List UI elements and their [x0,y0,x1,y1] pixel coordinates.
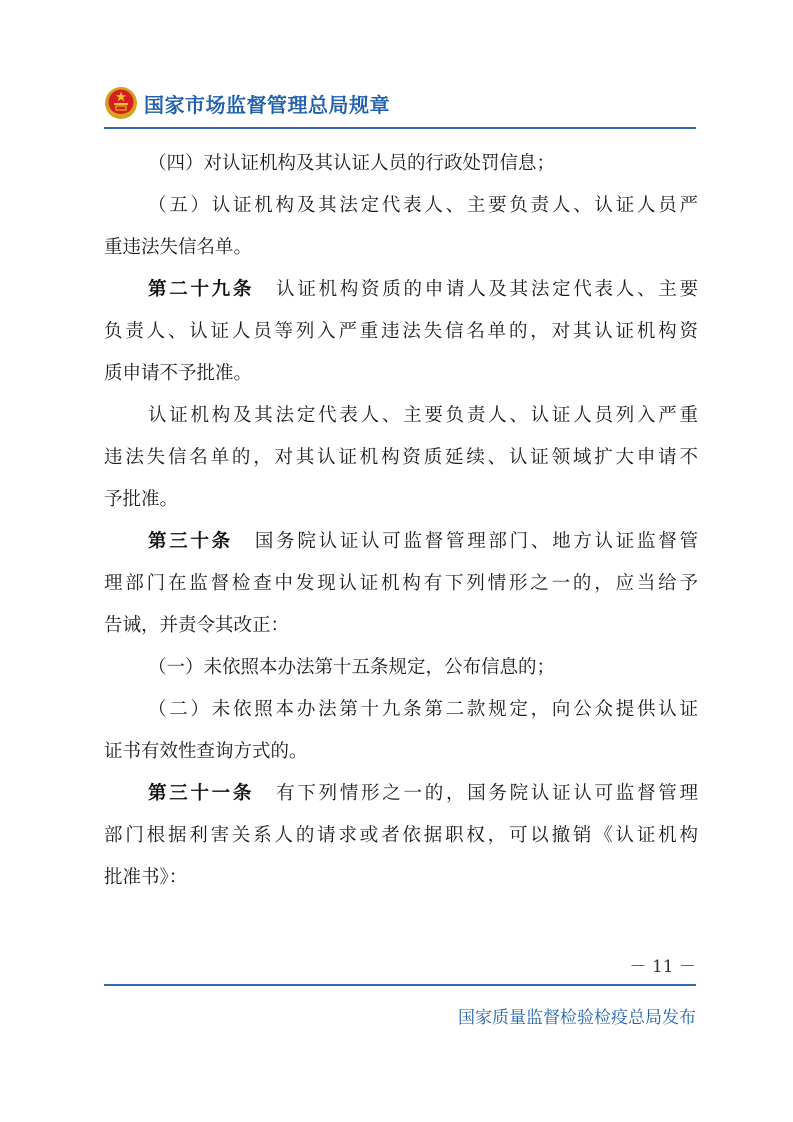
article-29-text: 认证机构资质的申请人及其法定代表人、主要 [276,279,698,300]
article-30-text: 国务院认证认可监督管理部门、地方认证监督管 [254,531,698,552]
paragraph-line: （五）认证机构及其法定代表人、主要负责人、认证人员严 [148,195,698,216]
page-number: － 11 － [629,957,696,977]
article-29-label: 第二十九条 [148,279,255,300]
article-30-first-line [104,521,698,563]
footer-divider [104,984,696,986]
paragraph-line: 予批准。 [104,489,179,510]
paragraph-line: 重违法失信名单。 [104,237,253,258]
paragraph-line: 批准书》： [104,867,188,888]
paragraph-line: 告诫，并责令其改正： [104,615,290,636]
paragraph-line: 认证机构及其法定代表人、主要负责人、认证人员列入严重 [148,405,698,426]
article-30-label: 第三十条 [148,531,233,552]
paragraph-line: （一）未依照本办法第十五条规定，公布信息的； [148,657,556,678]
paragraph-line: 质申请不予批准。 [104,363,253,384]
article-31-first-line [104,773,698,815]
document-body [104,143,698,899]
footer-publisher: 国家质量监督检验检疫总局发布 [458,1008,696,1028]
paragraph-line: 负责人、认证人员等列入严重违法失信名单的，对其认证机构资 [104,321,698,342]
page-header [104,83,390,123]
paragraph-line: 理部门在监督检查中发现认证机构有下列情形之一的，应当给予 [104,573,698,594]
paragraph-line: 部门根据利害关系人的请求或者依据职权，可以撤销《认证机构 [104,825,698,846]
paragraph-line: 证书有效性查询方式的。 [104,741,308,762]
header-divider [104,127,696,129]
article-31-label: 第三十一条 [148,783,255,804]
paragraph-line: （四）对认证机构及其认证人员的行政处罚信息； [148,153,556,174]
paragraph-line: 违法失信名单的，对其认证机构资质延续、认证领域扩大申请不 [104,447,698,468]
paragraph-line: （二）未依照本办法第十九条第二款规定，向公众提供认证 [148,699,698,720]
article-29-first-line [104,269,698,311]
header-title: 国家市场监督管理总局规章 [144,92,390,117]
article-31-text: 有下列情形之一的，国务院认证认可监督管理 [276,783,698,804]
national-emblem-icon [104,86,138,120]
